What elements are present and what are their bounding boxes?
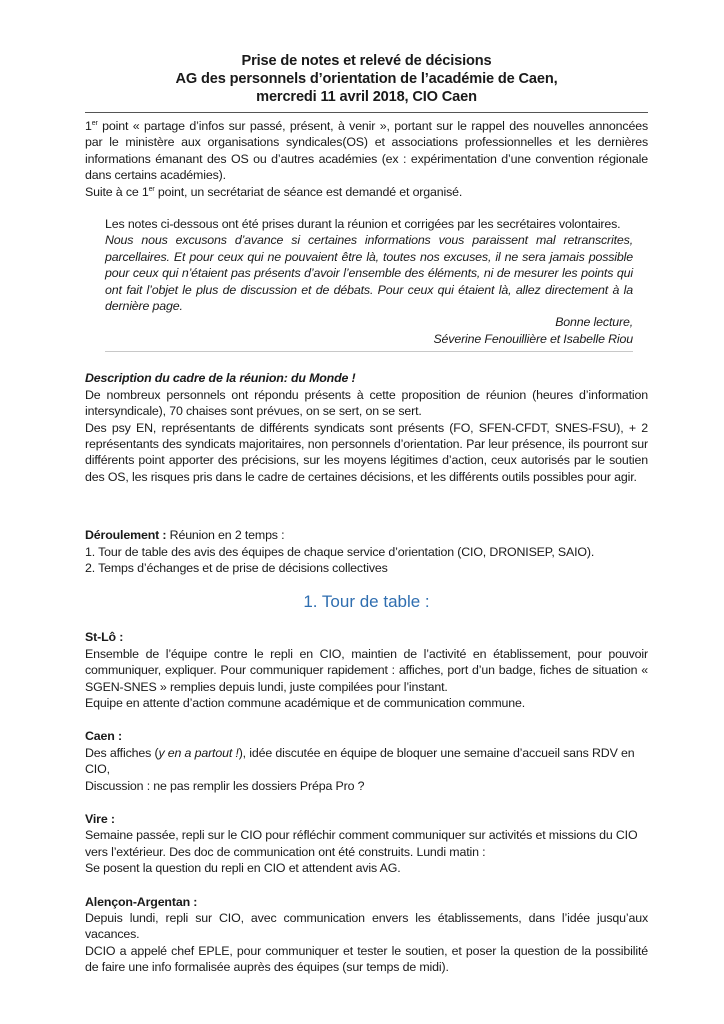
site-paragraph: Discussion : ne pas remplir les dossiers Prépa Pro ? <box>85 778 365 793</box>
document-title <box>85 52 648 113</box>
section-heading-tour-de-table: 1. Tour de table : <box>303 592 430 612</box>
notice-box <box>105 216 633 352</box>
site-block-st-lo <box>85 629 648 711</box>
deroulement-intro: Déroulement : Réunion en 2 temps : <box>85 528 285 543</box>
site-block-alencon-argentan <box>85 894 648 976</box>
deroulement-label: Déroulement : <box>85 528 167 543</box>
notice-apology: Nous nous excusons d’avance si certaines informations vous paraissent mal retranscrites, parcellaires. Et pour ceux qui ne pouvaient être là, toutes nos excuses, il ne sera jamais possible pour ceux qui n’étaient pas présents d’avoir l’ensemble des éléments, ni de mesurer les points qui ont fait l’objet le plus de discussion et de débats. Pour ceux qui étaient là, allez directement à la dernière page. <box>105 233 633 314</box>
notice-line: Les notes ci-dessous ont été prises durant la réunion et corrigées par les secrétaires volontaires. <box>105 217 621 232</box>
site-name: Vire : <box>85 812 115 826</box>
description-section <box>85 370 648 485</box>
site-paragraph: Se posent la question du repli en CIO et attendent avis AG. <box>85 861 401 876</box>
title-line-1: Prise de notes et relevé de décisions <box>241 53 492 69</box>
site-name: St-Lô : <box>85 630 124 645</box>
site-paragraph: DCIO a appelé chef EPLE, pour communiquer et tester le soutien, et poser la question de la possibilité de faire une info formalisée auprès des équipes (sur temps de midi). <box>85 943 648 975</box>
description-paragraph-1: De nombreux personnels ont répondu présents à cette proposition de réunion (heures d’information intersyndicale), 70 chaises sont prévues, on se sert, on se sert. <box>85 387 648 419</box>
intro-paragraph: 1er point « partage d’infos sur passé, présent, à venir », portant sur le rappel des nouvelles annoncées par le ministère aux organisations syndicales(OS) et associations professionnelles et les dernières informations émanant des OS ou d’autres académies (ex : expérimentation d’une convention régionale dans certains académies). <box>85 119 648 183</box>
site-paragraph: Equipe en attente d’action commune académique et de communication commune. <box>85 695 526 710</box>
description-paragraph-2: Des psy EN, représentants de différents syndicats sont présents (FO, SFEN-CFDT, SNES-FSU), + 2 représentants des syndicats majoritaires, non personnels d’orientation. Par leur présence, ils pourront sur différents point apporter des précisions, sur les moyens légitimes d’action, ceux autorisés par le soutien des OS, les risques pris dans le cadre de certaines décisions, et les différents outils possibles pour agir. <box>85 420 648 484</box>
deroulement-item-2: 2. Temps d’échanges et de prise de décisions collectives <box>85 560 388 575</box>
site-paragraph: Semaine passée, repli sur le CIO pour réfléchir comment communiquer sur activités et missions du CIO vers l’extérieur. Des doc de communication ont été construits. Lundi matin : <box>85 828 638 859</box>
title-line-3: mercredi 11 avril 2018, CIO Caen <box>256 89 477 105</box>
site-paragraph: Des affiches (y en a partout !), idée discutée en équipe de bloquer une semaine d’accueil sans RDV en CIO, <box>85 745 635 777</box>
site-paragraph: Ensemble de l’équipe contre le repli en CIO, maintien de l’activité en établissement, pour pouvoir communiquer, expliquer. Pour communiquer rapidement : affiches, port d’un badge, fiches de situation « SGEN-SNES » remplies depuis lundi, juste compilées pour l’instant. <box>85 646 648 694</box>
description-heading: Description du cadre de la réunion: du Monde ! <box>85 371 356 386</box>
deroulement-section <box>85 527 648 576</box>
signature-authors: Séverine Fenouillière et Isabelle Riou <box>433 331 633 346</box>
signature-greeting: Bonne lecture, <box>555 315 633 330</box>
document-page <box>85 52 648 993</box>
title-line-2: AG des personnels d’orientation de l’académie de Caen, <box>175 71 558 87</box>
intro-secretariat: Suite à ce 1er point, un secrétariat de séance est demandé et organisé. <box>85 184 463 199</box>
site-block-caen <box>85 728 648 794</box>
site-paragraph: Depuis lundi, repli sur CIO, avec communication envers les établissements, dans l’idée jusqu’aux vacances. <box>85 911 648 942</box>
deroulement-item-1: 1. Tour de table des avis des équipes de chaque service d’orientation (CIO, DRONISEP, SAIO). <box>85 544 595 559</box>
site-block-vire <box>85 811 648 877</box>
site-name: Caen : <box>85 729 122 744</box>
site-name: Alençon-Argentan : <box>85 894 198 909</box>
